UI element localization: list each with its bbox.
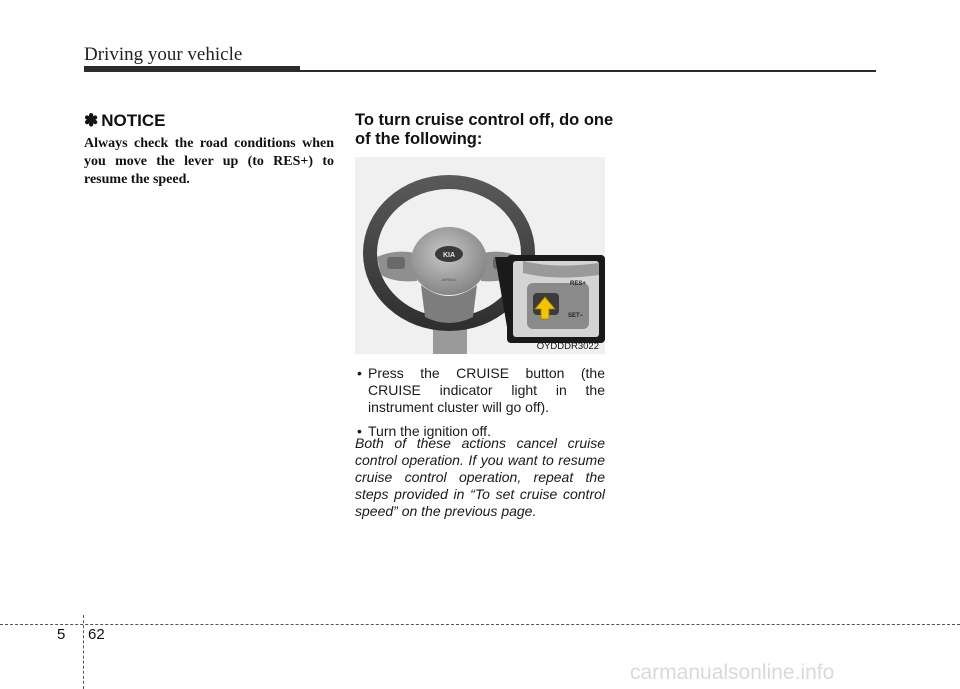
header-rule-thick bbox=[84, 66, 300, 72]
airbag-label: AIRBAG bbox=[441, 277, 457, 282]
note-text: Both of these actions cancel cruise control operation. If you want to resume cruise control operation, repeat the steps provided in “To set cruise control speed” on the previous page. bbox=[355, 435, 605, 519]
footer-rule bbox=[0, 624, 960, 625]
header-rule-thin bbox=[300, 70, 876, 72]
page-header-title: Driving your vehicle bbox=[84, 44, 243, 65]
list-item: • Press the CRUISE button (the CRUISE indicator light in the instrument cluster will go off). bbox=[355, 365, 605, 416]
figure-code: OYDDDR3022 bbox=[536, 341, 599, 352]
notice-title-text: NOTICE bbox=[101, 111, 166, 130]
res-plus-label: RES+ bbox=[570, 281, 586, 287]
notice-title bbox=[84, 111, 165, 131]
steering-wheel-figure bbox=[355, 157, 605, 354]
footer-vertical-rule bbox=[83, 615, 84, 689]
section-heading: To turn cruise control off, do one of the following: bbox=[355, 111, 614, 148]
left-spoke-switch bbox=[387, 257, 405, 269]
page-number: 62 bbox=[88, 626, 105, 643]
notice-body: Always check the road conditions when you move the lever up (to RES+) to resume the speed. bbox=[84, 136, 334, 187]
kia-logo-text: KIA bbox=[442, 252, 456, 259]
notice-asterisk-icon: ✽ bbox=[84, 111, 99, 130]
steering-wheel-illustration bbox=[355, 157, 605, 354]
set-minus-label: SET− bbox=[568, 313, 584, 319]
list-item: • Turn the ignition off. bbox=[355, 423, 605, 440]
watermark: carmanualsonline.info bbox=[630, 661, 835, 684]
chapter-number: 5 bbox=[57, 626, 66, 643]
